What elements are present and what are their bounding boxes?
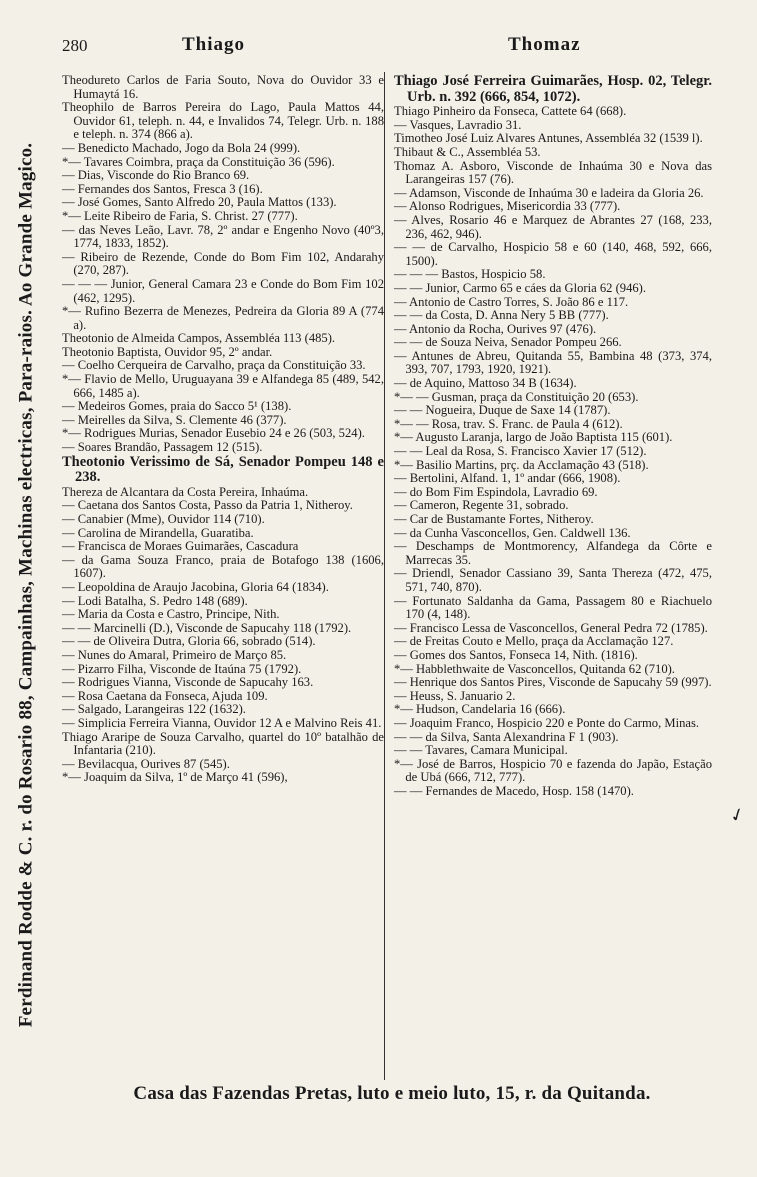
directory-entry: Thibaut & C., Assembléa 53. (394, 144, 541, 159)
directory-entry: *— Flavio de Mello, Uruguayana 39 e Alfandega 85 (489, 542, 666, 1485 a). (62, 372, 384, 400)
directory-entry: — Rosa Caetana da Fonseca, Ajuda 109. (62, 688, 268, 703)
directory-entry: *— Rodrigues Murias, Senador Eusebio 24 e 26 (503, 524). (62, 426, 365, 441)
directory-entry: — Heuss, S. Januario 2. (394, 688, 516, 703)
directory-entry: Thiago Pinheiro da Fonseca, Cattete 64 (668). (394, 104, 627, 119)
directory-entry: — Driendl, Senador Cassiano 39, Santa Thereza (472, 475, 571, 740, 870). (394, 566, 712, 594)
directory-entry: Theophilo de Barros Pereira do Lago, Paula Mattos 44, Ouvidor 61, teleph. n. 44, e Invalidos 74, Telegr. Urb. n. 188 e teleph. n. 374 (866 a). (62, 100, 384, 142)
directory-entry: — Canabier (Mme), Ouvidor 114 (710). (62, 512, 265, 526)
directory-entry: — Car de Bustamante Fortes, Nitheroy. (394, 512, 594, 526)
directory-entry: Thiago Araripe de Souza Carvalho, quartel do 10º batalhão de Infantaria (210). (62, 729, 384, 758)
left-column (62, 74, 384, 785)
directory-entry: — — de Carvalho, Hospicio 58 e 60 (140, 468, 592, 666, 1500). (394, 240, 712, 268)
directory-entry: — Adamson, Visconde de Inhaúma 30 e ladeira da Gloria 26. (394, 185, 704, 200)
directory-entry: — Ribeiro de Rezende, Conde do Bom Fim 102, Andarahy (270, 287). (62, 249, 384, 278)
directory-entry: — das Neves Leão, Lavr. 78, 2º andar e Engenho Novo (40º3, 1774, 1833, 1852). (62, 222, 384, 251)
directory-entry: *— Rufino Bezerra de Menezes, Pedreira da Gloria 89 A (774 a). (62, 304, 384, 332)
directory-entry: — Deschamps de Montmorency, Alfandega da Côrte e Marrecas 35. (394, 539, 712, 567)
footer-advertisement: Casa das Fazendas Pretas, luto e meio luto, 15, r. da Quitanda. (133, 1083, 651, 1104)
directory-entry: — Pizarro Filha, Visconde de Itaúna 75 (1792). (62, 661, 302, 676)
directory-entry: — — Nogueira, Duque de Saxe 14 (1787). (394, 403, 611, 418)
directory-entry: — Simplicia Ferreira Vianna, Ouvidor 12 A e Malvino Reis 41. (62, 715, 382, 730)
directory-entry: *— — Gusman, praça da Constituição 20 (653). (394, 389, 639, 404)
directory-entry: — Carolina de Mirandella, Guaratiba. (62, 525, 254, 540)
directory-entry: Thomaz A. Asboro, Visconde de Inhaúma 30 e Nova das Larangeiras 157 (76). (394, 158, 712, 187)
directory-entry: Theotonio Verissimo de Sá, Senador Pompeu 148 e 238. (62, 453, 384, 486)
directory-entry: — Vasques, Lavradio 31. (394, 117, 522, 132)
directory-entry: — Alves, Rosario 46 e Marquez de Abrantes 27 (168, 233, 236, 462, 946). (394, 212, 712, 241)
directory-entry: — Caetana dos Santos Costa, Passo da Patria 1, Nitheroy. (62, 498, 353, 513)
sidebar-ad-text: Ferdinand Rodde & C. r. do Rosario 88, Campainhas, Machinas electricas, Para-raios. Ao Grande Magico. (15, 142, 36, 1028)
directory-entry: Theodureto Carlos de Faria Souto, Nova do Ouvidor 33 e Humaytá 16. (62, 73, 384, 101)
directory-entry: — Nunes do Amaral, Primeiro de Março 85. (62, 647, 287, 662)
directory-entry: — Meirelles da Silva, S. Clemente 46 (377). (62, 412, 287, 427)
directory-entry: — Benedicto Machado, Jogo da Bola 24 (999). (62, 140, 301, 155)
directory-entry: *— Hudson, Candelaria 16 (666). (394, 702, 566, 717)
directory-entry: — Medeiros Gomes, praia do Sacco 5¹ (138). (62, 399, 292, 414)
directory-entry: — da Gama Souza Franco, praia de Botafogo 138 (1606, 1607). (62, 552, 384, 581)
directory-entry: *— José de Barros, Hospicio 70 e fazenda do Japão, Estação de Ubá (666, 712, 777). (394, 756, 712, 785)
directory-entry: *— Tavares Coimbra, praça da Constituição 36 (596). (62, 154, 335, 169)
directory-entry: — — — Bastos, Hospicio 58. (394, 267, 546, 282)
directory-entry: *— — Rosa, trav. S. Franc. de Paula 4 (612). (394, 416, 623, 431)
column-divider (384, 72, 385, 1080)
running-head-right: Thomaz (508, 34, 581, 55)
directory-entry: — Bertolini, Alfand. 1, 1º andar (666, 1908). (394, 471, 621, 486)
directory-entry: — Coelho Cerqueira de Carvalho, praça da Constituição 33. (62, 358, 366, 373)
directory-entry: — Antonio de Castro Torres, S. João 86 e 117. (394, 294, 629, 309)
directory-entry: — Francisca de Moraes Guimarães, Cascadura (62, 539, 299, 554)
directory-entry: — José Gomes, Santo Alfredo 20, Paula Mattos (133). (62, 195, 337, 210)
directory-entry: — — Tavares, Camara Municipal. (394, 743, 568, 758)
directory-entry: — Dias, Visconde do Rio Branco 69. (62, 168, 250, 183)
margin-check-mark: ✓ (726, 803, 749, 828)
directory-entry: — Alonso Rodrigues, Misericordia 33 (777). (394, 199, 621, 214)
directory-entry: — Antunes de Abreu, Quitanda 55, Bambina 48 (373, 374, 393, 707, 1793, 1920, 1921). (394, 348, 712, 377)
directory-entry: *— Basilio Martins, prç. da Acclamação 43 (518). (394, 457, 649, 472)
directory-entry: — Maria da Costa e Castro, Principe, Nith. (62, 607, 280, 622)
directory-entry: — Leopoldina de Araujo Jacobina, Gloria 64 (1834). (62, 579, 329, 594)
directory-entry: — — da Silva, Santa Alexandrina F 1 (903). (394, 729, 619, 744)
directory-entry: — Fortunato Saldanha da Gama, Passagem 80 e Riachuelo 170 (4, 148). (394, 593, 712, 622)
directory-entry: — — Junior, Carmo 65 e cáes da Gloria 62 (946). (394, 280, 647, 295)
directory-entry: *— Joaquim da Silva, 1º de Março 41 (596), (62, 770, 288, 785)
directory-entry: Thiago José Ferreira Guimarães, Hosp. 02, Telegr. Urb. n. 392 (666, 854, 1072). (394, 73, 712, 105)
directory-entry: Thereza de Alcantara da Costa Pereira, Inhaúma. (62, 484, 309, 499)
directory-entry: — — — Junior, General Camara 23 e Conde do Bom Fim 102 (462, 1295). (62, 276, 384, 305)
directory-entry: — — de Souza Neiva, Senador Pompeu 266. (394, 335, 622, 350)
directory-entry: — — de Oliveira Dutra, Gloria 66, sobrado (514). (62, 634, 316, 649)
right-column (394, 74, 712, 798)
directory-entry: — Cameron, Regente 31, sobrado. (394, 498, 569, 513)
directory-entry: — — Fernandes de Macedo, Hosp. 158 (1470). (394, 783, 634, 798)
directory-entry: *— Leite Ribeiro de Faria, S. Christ. 27 (777). (62, 208, 298, 223)
page-number: 280 (62, 36, 88, 55)
directory-entry: — de Freitas Couto e Mello, praça da Acclamação 127. (394, 634, 674, 649)
sidebar-advertisement (6, 40, 46, 1130)
directory-entry: — Henrique dos Santos Pires, Visconde de Sapucahy 59 (997). (394, 675, 712, 690)
directory-entry: — Lodi Batalha, S. Pedro 148 (689). (62, 593, 248, 608)
directory-entry: — Francisco Lessa de Vasconcellos, General Pedra 72 (1785). (394, 620, 708, 635)
directory-entry: — Fernandes dos Santos, Fresca 3 (16). (62, 181, 263, 196)
directory-entry: — — Leal da Rosa, S. Francisco Xavier 17 (512). (394, 444, 647, 459)
directory-entry: — de Aquino, Mattoso 34 B (1634). (394, 376, 577, 391)
directory-entry: — Rodrigues Vianna, Visconde de Sapucahy 163. (62, 675, 314, 690)
directory-entry: *— Habblethwaite de Vasconcellos, Quitanda 62 (710). (394, 661, 675, 676)
directory-entry: — do Bom Fim Espindola, Lavradio 69. (394, 484, 598, 499)
directory-entry: — Bevilacqua, Ourives 87 (545). (62, 756, 230, 771)
directory-entry: — Gomes dos Santos, Fonseca 14, Nith. (1816). (394, 647, 638, 662)
directory-entry: Theotonio Baptista, Ouvidor 95, 2º andar. (62, 344, 273, 359)
directory-entry: *— Augusto Laranja, largo de João Baptista 115 (601). (394, 430, 673, 445)
directory-entry: — da Cunha Vasconcellos, Gen. Caldwell 136. (394, 525, 631, 540)
directory-entry: Theotonio de Almeida Campos, Assembléa 113 (485). (62, 331, 336, 346)
directory-entry: — — Marcinelli (D.), Visconde de Sapucahy 118 (1792). (62, 620, 352, 635)
directory-entry: — Joaquim Franco, Hospicio 220 e Ponte do Carmo, Minas. (394, 715, 700, 730)
directory-entry: Timotheo José Luiz Alvares Antunes, Assembléa 32 (1539 l). (394, 131, 703, 146)
directory-entry: — Soares Brandão, Passagem 12 (515). (62, 440, 263, 455)
directory-entry: — Antonio da Rocha, Ourives 97 (476). (394, 321, 597, 336)
directory-entry: — — da Costa, D. Anna Nery 5 BB (777). (394, 308, 609, 323)
directory-entry: — Salgado, Larangeiras 122 (1632). (62, 702, 246, 717)
running-head-left: Thiago (182, 34, 246, 55)
